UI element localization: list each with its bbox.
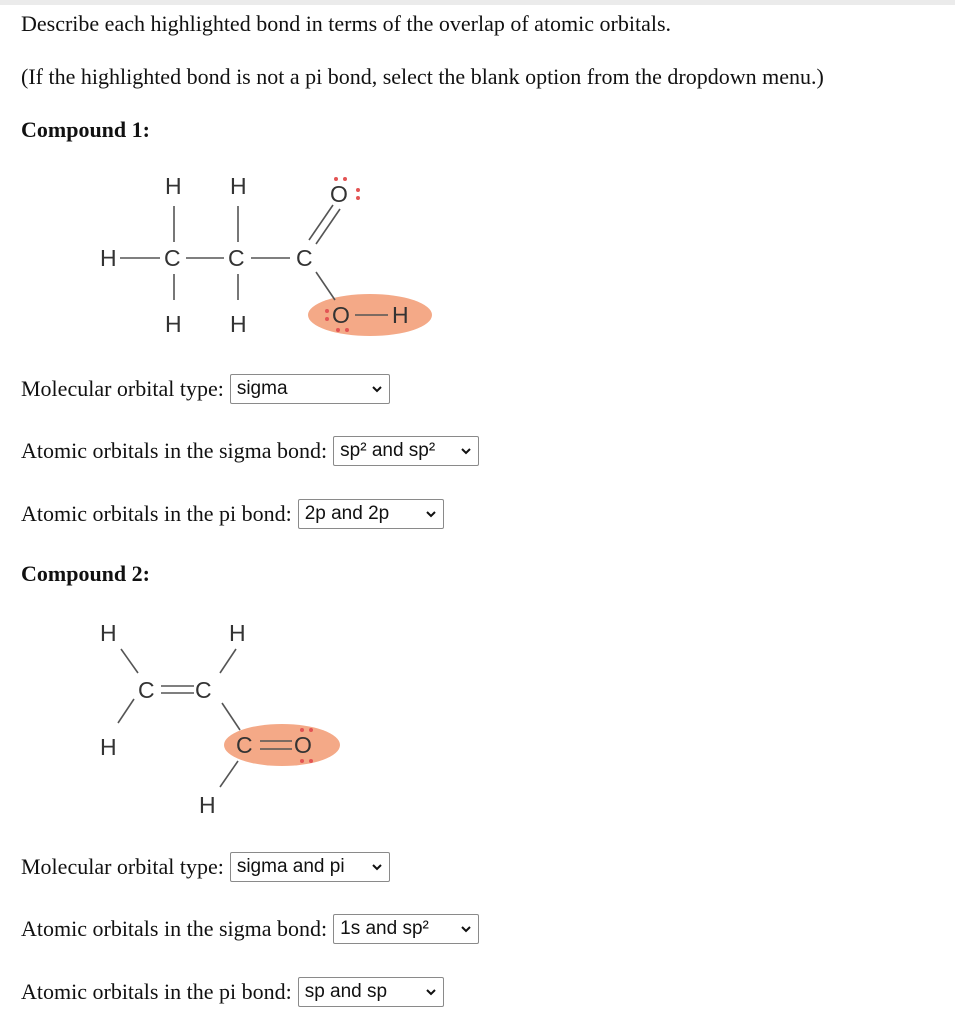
dropdown-value: sp² and sp²: [340, 440, 436, 461]
mo-type-label: Molecular orbital type:: [21, 376, 224, 401]
sigma-orbitals-dropdown[interactable]: [333, 914, 479, 944]
pi-orbitals-dropdown[interactable]: [298, 499, 444, 529]
chevron-down-icon: [425, 986, 437, 998]
dropdown-value: sigma and pi: [236, 856, 345, 877]
atom-h: H: [230, 311, 247, 337]
atom-h: H: [165, 173, 182, 199]
atom-c: C: [164, 245, 181, 271]
atom-h: H: [230, 173, 247, 199]
atom-o: O: [330, 181, 348, 207]
compound-1-pi-row: [21, 499, 444, 529]
atom-c: C: [138, 677, 155, 703]
mo-type-label: Molecular orbital type:: [21, 854, 224, 879]
compound-1-heading: Compound 1:: [21, 117, 150, 142]
top-bar: [0, 0, 955, 5]
sigma-orbitals-label: Atomic orbitals in the sigma bond:: [21, 438, 328, 463]
pi-orbitals-label: Atomic orbitals in the pi bond:: [21, 501, 292, 526]
instruction-note: (If the highlighted bond is not a pi bond, select the blank option from the dropdown menu.): [21, 64, 824, 89]
atom-h: H: [165, 311, 182, 337]
dropdown-value: 1s and sp²: [340, 918, 429, 939]
chevron-down-icon: [371, 861, 383, 873]
chevron-down-icon: [425, 508, 437, 520]
compound-1-structure: [0, 160, 480, 350]
mo-type-dropdown[interactable]: [230, 374, 390, 404]
atom-c: C: [228, 245, 245, 271]
atom-c: C: [195, 677, 212, 703]
sigma-orbitals-label: Atomic orbitals in the sigma bond:: [21, 916, 328, 941]
instruction-text: Describe each highlighted bond in terms of the overlap of atomic orbitals.: [21, 11, 672, 36]
chevron-down-icon: [460, 923, 472, 935]
atom-c: C: [296, 245, 313, 271]
compound-2-mo-row: [21, 852, 390, 882]
dropdown-value: sp and sp: [304, 981, 388, 1002]
chevron-down-icon: [371, 383, 383, 395]
atom-h: H: [100, 245, 117, 271]
pi-orbitals-label: Atomic orbitals in the pi bond:: [21, 979, 292, 1004]
atom-h: H: [100, 734, 117, 760]
sigma-orbitals-dropdown[interactable]: [333, 436, 479, 466]
mo-type-dropdown[interactable]: [230, 852, 390, 882]
compound-2-pi-row: [21, 977, 444, 1007]
compound-1-sigma-row: [21, 436, 479, 466]
atom-h: H: [199, 792, 216, 818]
atom-o: O: [332, 302, 350, 328]
dropdown-value: 2p and 2p: [304, 503, 390, 524]
pi-orbitals-dropdown[interactable]: [298, 977, 444, 1007]
atom-c: C: [236, 732, 253, 758]
atom-o: O: [294, 732, 312, 758]
compound-2-structure: [0, 605, 480, 825]
atom-h: H: [229, 620, 246, 646]
compound-2-sigma-row: [21, 914, 479, 944]
dropdown-value: sigma: [236, 378, 288, 399]
chevron-down-icon: [460, 445, 472, 457]
atom-h: H: [100, 620, 117, 646]
compound-2-heading: Compound 2:: [21, 561, 150, 586]
compound-1-mo-row: [21, 374, 390, 404]
atom-h: H: [392, 302, 409, 328]
